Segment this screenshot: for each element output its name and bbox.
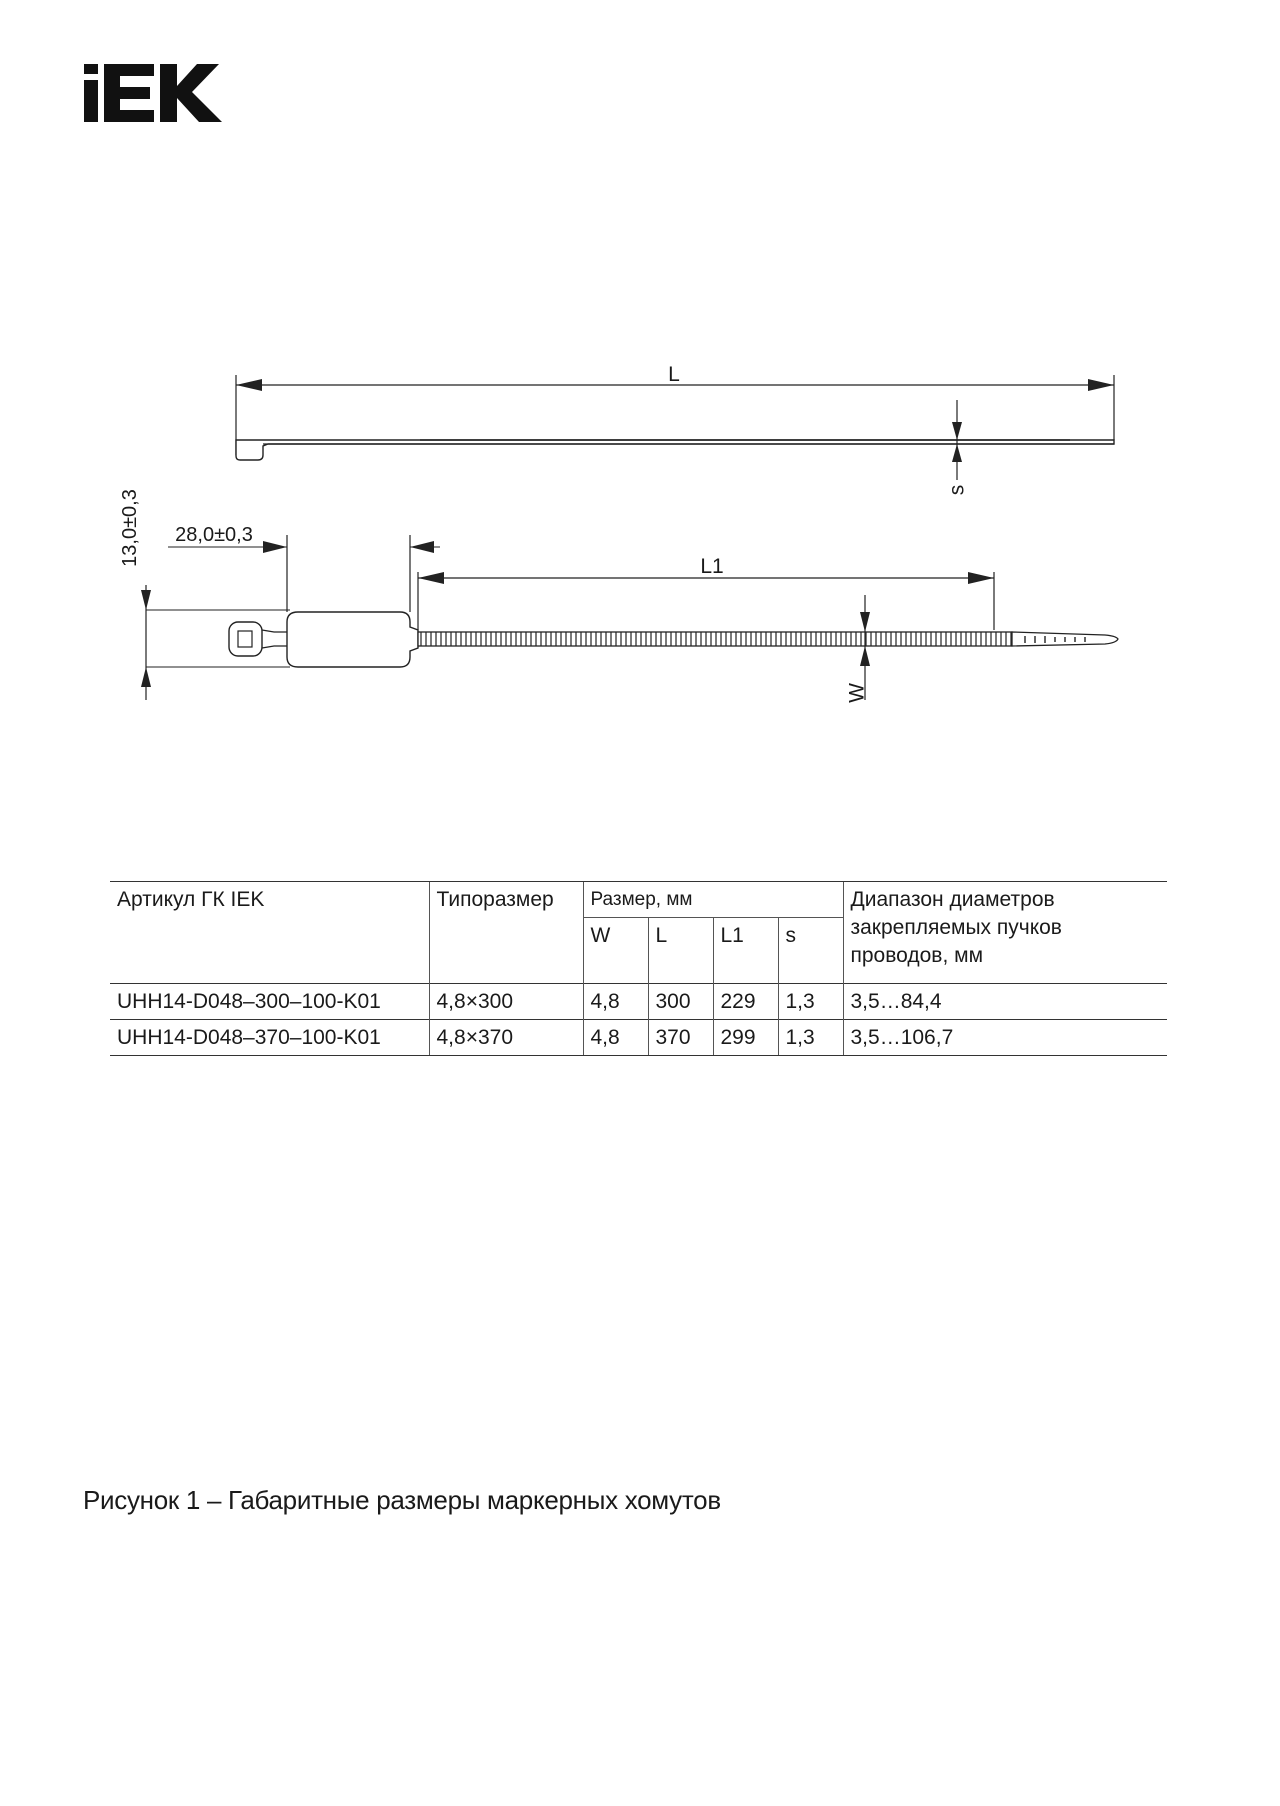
cell-W: 4,8 bbox=[583, 984, 648, 1020]
cell-s: 1,3 bbox=[778, 1020, 843, 1056]
cell-range: 3,5…106,7 bbox=[843, 1020, 1167, 1056]
dimension-height bbox=[119, 489, 290, 700]
cell-W: 4,8 bbox=[583, 1020, 648, 1056]
dimension-s bbox=[946, 400, 969, 495]
spec-table bbox=[110, 881, 1167, 1056]
cell-article: UHH14-D048–370–100-K01 bbox=[110, 1020, 429, 1056]
cell-s: 1,3 bbox=[778, 984, 843, 1020]
label-width: 28,0±0,3 bbox=[175, 524, 253, 546]
dimension-label-width bbox=[168, 524, 440, 612]
dimension-W bbox=[846, 595, 870, 703]
header-L: L bbox=[648, 918, 713, 984]
label-L: L bbox=[668, 363, 680, 386]
cell-size-type: 4,8×300 bbox=[429, 984, 583, 1020]
tie-top-view bbox=[229, 612, 1118, 667]
label-height: 13,0±0,3 bbox=[119, 489, 141, 567]
cell-L: 300 bbox=[648, 984, 713, 1020]
header-s: s bbox=[778, 918, 843, 984]
header-size-type: Типоразмер bbox=[429, 882, 583, 984]
label-L1: L1 bbox=[700, 555, 724, 578]
tie-side-view bbox=[236, 440, 1114, 460]
label-W: W bbox=[845, 683, 869, 703]
cell-L1: 299 bbox=[713, 1020, 778, 1056]
table-row bbox=[110, 984, 1167, 1020]
header-L1: L1 bbox=[713, 918, 778, 984]
label-s: s bbox=[945, 484, 969, 496]
cell-size-type: 4,8×370 bbox=[429, 1020, 583, 1056]
header-size-mm: Размер, мм bbox=[583, 882, 843, 918]
dimension-L1 bbox=[418, 555, 994, 630]
cable-tie-drawing bbox=[0, 0, 1280, 760]
cell-range: 3,5…84,4 bbox=[843, 984, 1167, 1020]
figure-caption: Рисунок 1 – Габаритные размеры маркерных хомутов bbox=[83, 1485, 721, 1515]
header-article: Артикул ГК IEK bbox=[110, 882, 429, 984]
table-row bbox=[110, 1020, 1167, 1056]
cell-L: 370 bbox=[648, 1020, 713, 1056]
cell-article: UHH14-D048–300–100-K01 bbox=[110, 984, 429, 1020]
header-W: W bbox=[583, 918, 648, 984]
header-range: Диапазон диаметров закрепляемых пучков проводов, мм bbox=[843, 882, 1167, 984]
cell-L1: 229 bbox=[713, 984, 778, 1020]
table-header-row bbox=[110, 882, 1167, 918]
